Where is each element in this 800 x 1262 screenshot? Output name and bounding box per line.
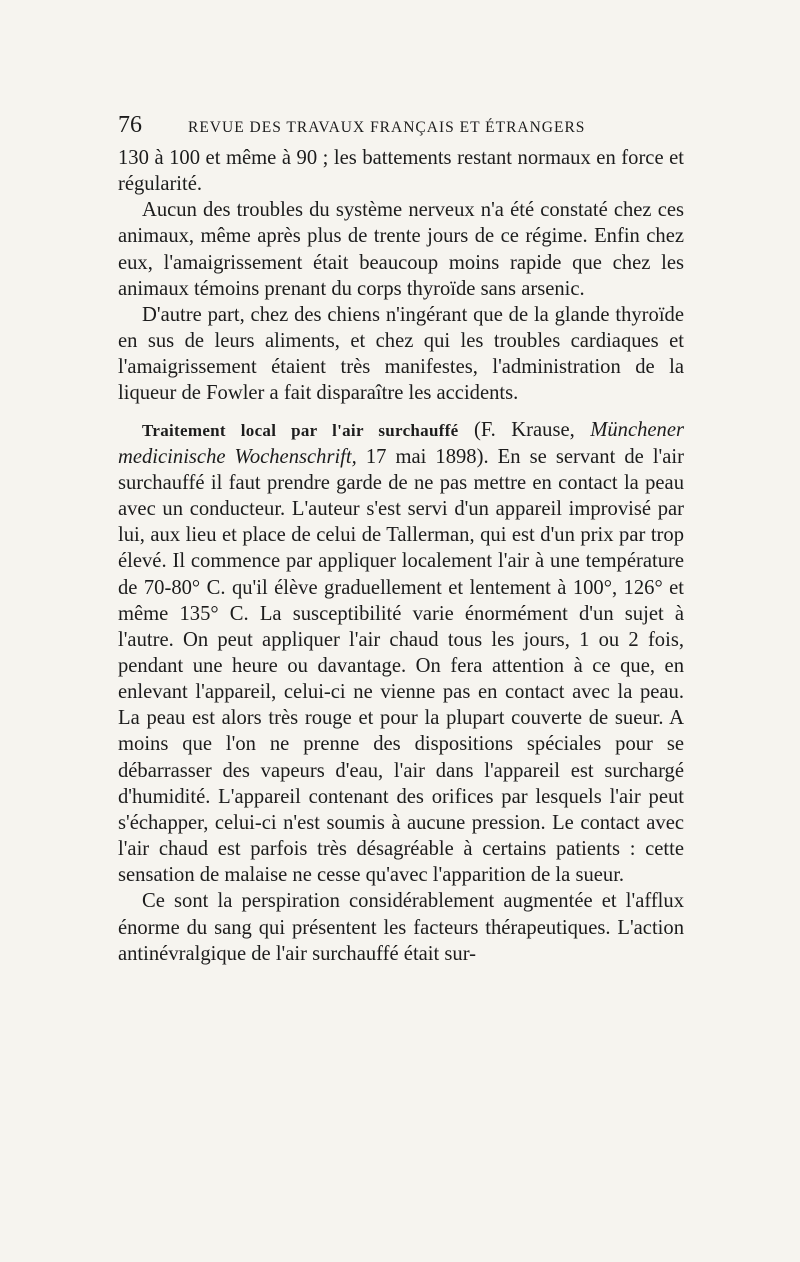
journal-title: Münchener medicinische Wochenschrift,	[118, 418, 685, 468]
reference-close: 17 mai 1898).	[356, 445, 489, 468]
page-header	[118, 112, 688, 139]
paragraph-nervous-system: Aucun des troubles du système nerveux n'a été constaté chez ces animaux, même après plus de trente jours de ce régime. Enfin chez eux, l'amaigrissement était beaucoup moins rapide que chez les animaux témoins prenant du corps thyroïde sans arsenic.	[118, 199, 684, 300]
section-superheated-air	[118, 417, 684, 889]
section-heading: Traitement local par l'air surchauffé	[142, 420, 459, 440]
body-text	[118, 145, 684, 967]
section-body: En se servant de l'air surchauffé il faut prendre garde de ne pas mettre en contact la peau avec un conducteur. L'auteur s'est servi d'un appareil improvisé par lui, aux lieu et place de celui de Tallerman, qui est d'un prix par trop élevé. Il commence par appliquer localement l'air à une température de 70-80° C. qu'il élève graduellement et lentement à 100°, 126° et même 135° C. La susceptibilité varie énormément d'un sujet à l'autre. On peut appliquer l'air chaud tous les jours, 1 ou 2 fois, pendant une heure ou davantage. On fera attention à ce que, en enlevant l'appareil, celui-ci ne vienne pas en contact avec la peau. La peau est alors très rouge et pour la plupart couverte de sueur. A moins que l'on ne prenne des dispositions spéciales pour se débarrasser des vapeurs d'eau, l'air dans l'appareil est surchargé d'humidité. L'appareil contenant des orifices par lesquels l'air peut s'échapper, celui-ci n'est soumis à aucune pression. Le contact avec l'air chaud est parfois très désagréable à certains patients : cette sensation de malaise ne cesse qu'avec l'apparition de la sueur.	[118, 445, 684, 887]
running-head: REVUE DES TRAVAUX FRANÇAIS ET ÉTRANGERS	[188, 119, 586, 136]
paragraph-continuation: 130 à 100 et même à 90 ; les battements restant normaux en force et régularité.	[118, 147, 684, 196]
reference-open: (F. Krause,	[458, 418, 591, 441]
paragraph-perspiration: Ce sont la perspiration considérablement augmentée et l'afflux énorme du sang qui présentent les facteurs thérapeutiques. L'action antinévralgique de l'air surchauffé était sur-	[118, 890, 684, 965]
paragraph-fowler-liquor: D'autre part, chez des chiens n'ingérant que de la glande thyroïde en sus de leurs aliments, et chez qui les troubles cardiaques et l'amaigrissement étaient très manifestes, l'administration de la liqueur de Fowler a fait disparaître les accidents.	[118, 303, 684, 405]
page-number: 76	[118, 112, 142, 138]
